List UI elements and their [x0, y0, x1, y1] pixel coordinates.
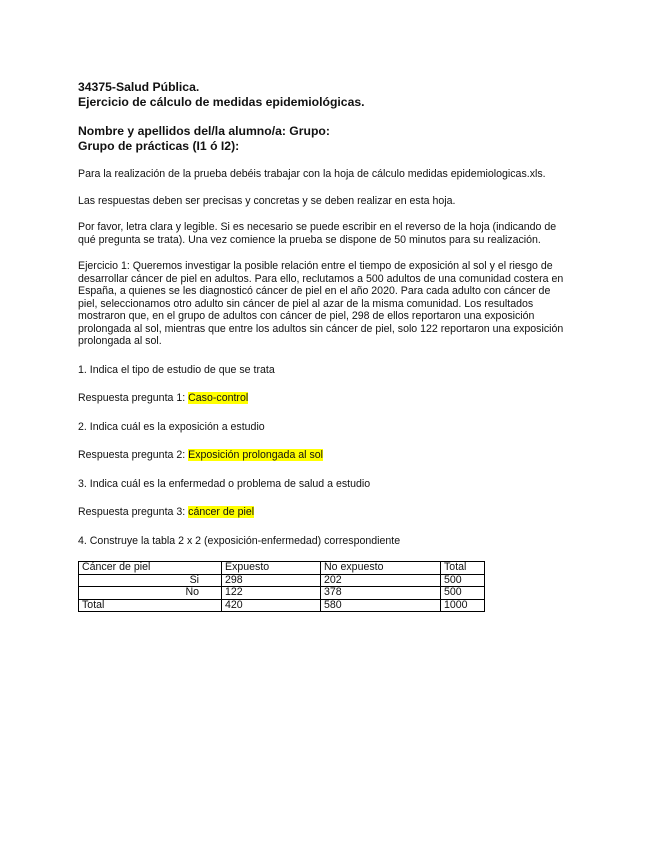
- table-row: [79, 574, 485, 587]
- table-header-cell: Expuesto: [222, 562, 321, 575]
- document-page: [78, 80, 568, 612]
- table-header-cell: Cáncer de piel: [79, 562, 222, 575]
- answer-3-label: Respuesta pregunta 3:: [78, 506, 189, 518]
- table-cell: No: [79, 587, 222, 600]
- table-cell: 202: [321, 574, 441, 587]
- answer-2: [78, 449, 568, 462]
- table-row: [79, 599, 485, 612]
- table-cell: Si: [79, 574, 222, 587]
- question-2: 2. Indica cuál es la exposición a estudio: [78, 420, 265, 433]
- question-3: 3. Indica cuál es la enfermedad o problema de salud a estudio: [78, 477, 371, 490]
- answer-2-value: Exposición prolongada al sol: [188, 449, 324, 461]
- table-cell: 1000: [441, 599, 485, 612]
- answer-3: [78, 506, 568, 519]
- intro-paragraph-2: Las respuestas deben ser precisas y concretas y se deben realizar en esta hoja.: [78, 194, 456, 207]
- practice-group-line: Grupo de prácticas (I1 ó I2):: [78, 139, 240, 153]
- exercise-statement: Ejercicio 1: Queremos investigar la posible relación entre el tiempo de exposición al sol y el riesgo de desarrollar cáncer de piel en adultos. Para ello, reclutamos a 500 adultos de una comunidad costera en España, a quienes se les diagnosticó cáncer de piel en el año 2020. Para cada adulto con cáncer de piel, seleccionamos otro adulto sin cáncer de piel al azar de la misma comunidad. Los resultados mostraron que, en el grupo de adultos con cáncer de piel, 298 de ellos reportaron una exposición prolongada al sol, mientras que entre los adultos sin cáncer de piel, solo 122 reportaron una exposición prolongada al sol.: [78, 260, 564, 347]
- student-name-line: Nombre y apellidos del/la alumno/a: Grupo:: [78, 124, 330, 138]
- intro-paragraph-3: Por favor, letra clara y legible. Si es necesario se puede escribir en el reverso de la hoja (indicando de qué pregunta se trata). Una vez comience la prueba se dispone de 50 minutos para su realización.: [78, 221, 557, 246]
- answer-1-value: Caso-control: [188, 392, 249, 404]
- table-header-row: [79, 562, 485, 575]
- exercise-title: Ejercicio de cálculo de medidas epidemiológicas.: [78, 95, 365, 109]
- table-cell: 378: [321, 587, 441, 600]
- answer-1-label: Respuesta pregunta 1:: [78, 392, 189, 404]
- question-4: 4. Construye la tabla 2 x 2 (exposición-enfermedad) correspondiente: [78, 534, 401, 547]
- table-header-cell: Total: [441, 562, 485, 575]
- table-cell: 122: [222, 587, 321, 600]
- answer-3-value: cáncer de piel: [188, 506, 255, 518]
- intro-paragraph-1: Para la realización de la prueba debéis trabajar con la hoja de cálculo medidas epidemiologicas.xls.: [78, 168, 546, 180]
- course-heading: 34375-Salud Pública.: [78, 80, 200, 94]
- answer-2-label: Respuesta pregunta 2:: [78, 449, 189, 461]
- contingency-table: [78, 561, 485, 612]
- table-cell: 500: [441, 587, 485, 600]
- question-1: 1. Indica el tipo de estudio de que se trata: [78, 363, 275, 376]
- table-header-cell: No expuesto: [321, 562, 441, 575]
- answer-1: [78, 392, 568, 405]
- table-cell: 420: [222, 599, 321, 612]
- table-cell: Total: [79, 599, 222, 612]
- table-cell: 298: [222, 574, 321, 587]
- table-cell: 580: [321, 599, 441, 612]
- table-row: [79, 587, 485, 600]
- table-cell: 500: [441, 574, 485, 587]
